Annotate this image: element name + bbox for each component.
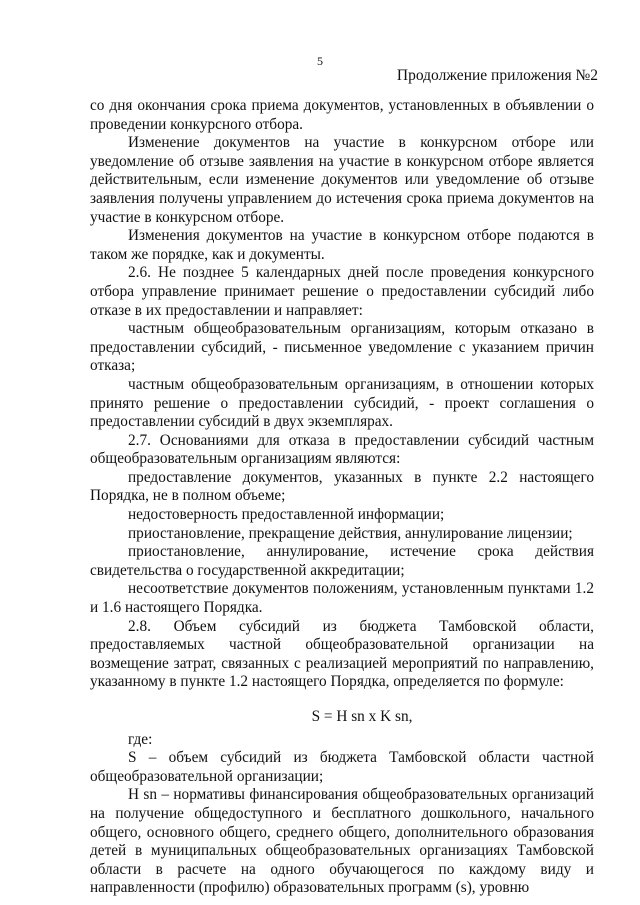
list-item: недостоверность предоставленной информации; (128, 506, 445, 524)
list-item: предоставление документов, указанных в пункте 2.2 настоящего Порядка, не в полном объеме; (90, 468, 594, 505)
where-label: где: (128, 730, 153, 748)
list-item: частным общеобразовательным организациям, в отношении которых принято решение о предоставлении субсидий, - проект соглашения о предоставлении субсидий в двух экземплярах. (90, 375, 594, 431)
paragraph-continuation: со дня окончания срока приема документов, установленных в объявлении о проведении конкурсного отбора. (90, 97, 594, 133)
paragraph-clause-2-8: 2.8. Объем субсидий из бюджета Тамбовской области, предоставляемых частной общеобразовательной организации на возмещение затрат, связанных с реализацией мероприятий по направлению, указанному в пункте 1.2 настоящего Порядка, определяется по формуле: (90, 617, 594, 691)
appendix-heading: Продолжение приложения №2 (396, 67, 598, 84)
list-item: приостановление, аннулирование, истечение срока действия свидетельства о государственной аккредитации; (90, 543, 594, 579)
page-number: 5 (317, 54, 323, 68)
paragraph: Изменение документов на участие в конкурсном отборе или уведомление об отзыве заявления на участие в конкурсном отборе является действительным, если изменение документов или уведомление об отзыве заявления получены управлением до истечения срока приема документов на участие в конкурсном отборе. (90, 134, 594, 226)
definition-item: S – объем субсидий из бюджета Тамбовской области частной общеобразовательной организации; (90, 749, 594, 785)
list-item: приостановление, прекращение действия, аннулирование лицензии; (128, 524, 573, 542)
paragraph-clause-2-7: 2.7. Основаниями для отказа в предоставлении субсидий частным общеобразовательным организациям являются: (90, 431, 594, 468)
definition-item: H sn – нормативы финансирования общеобразовательных организаций на получение общедоступного и бесплатного дошкольного, начального общего, основного общего, среднего общего, дополнительного образования детей в муниципальных общеобразовательных организациях Тамбовской области в расчете на одного обучающегося по каждому виду и направленности (профилю) образовательных программ (s), уровню (90, 786, 594, 897)
paragraph-clause-2-6: 2.6. Не позднее 5 календарных дней после проведения конкурсного отбора управление принимает решение о предоставлении субсидий либо отказе в их предоставлении и направляет: (90, 264, 594, 319)
document-body (90, 97, 594, 898)
list-item: несоответствие документов положениям, установленным пунктами 1.2 и 1.6 настоящего Порядка. (90, 580, 594, 617)
paragraph: Изменения документов на участие в конкурсном отборе подаются в таком же порядке, как и документы. (90, 227, 594, 263)
formula: S = H sn x K sn, (311, 708, 413, 725)
list-item: частным общеобразовательным организациям, которым отказано в предоставлении субсидий, - письменное уведомление с указанием причин отказа; (90, 320, 594, 375)
